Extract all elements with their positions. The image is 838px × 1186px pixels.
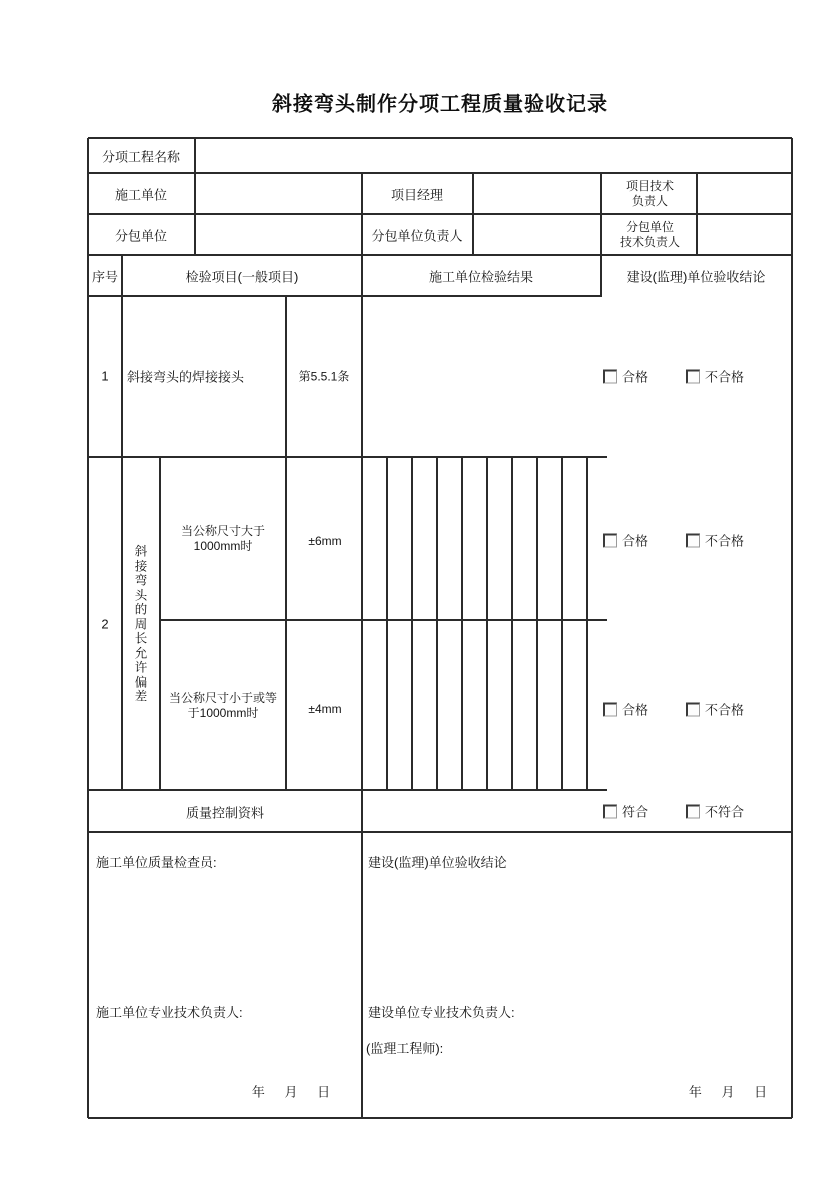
project-tech-value-cell[interactable]	[698, 174, 790, 212]
quality-conclusion-pair	[603, 802, 744, 821]
standard-column-line	[285, 296, 287, 790]
project-manager-label: 项目经理	[390, 187, 444, 203]
grid-line	[436, 457, 438, 790]
page-title: 斜接弯头制作分项工程质量验收记录	[272, 93, 608, 116]
item1-pass-label: 合格	[622, 369, 649, 385]
category-column-line	[159, 457, 161, 790]
item2-sub2-condition-line1: 当公称尺寸小于或等	[168, 691, 278, 705]
subcontract-leader-value-cell[interactable]	[474, 215, 599, 253]
header-item: 检验项目(一般项目)	[185, 269, 299, 285]
construction-unit-label: 施工单位	[114, 187, 168, 203]
item2-sub1-conclusion-pair	[603, 531, 744, 550]
grid-line	[386, 457, 388, 790]
item1-name: 斜接弯头的焊接接头	[127, 369, 245, 385]
subcontract-unit-label: 分包单位	[114, 228, 168, 244]
right-date: 年 月 日	[688, 1084, 768, 1100]
quality-nonconform-checkbox[interactable]	[686, 804, 700, 818]
grid-line	[561, 457, 563, 790]
quality-nonconform-label: 不符合	[705, 804, 745, 820]
right-signature-cell[interactable]	[363, 833, 790, 1116]
item1-conclusion-pair	[603, 367, 744, 386]
subcontract-tech-value-cell[interactable]	[698, 215, 790, 253]
quality-conform-checkbox[interactable]	[603, 804, 617, 818]
sub2-pass-label: 合格	[622, 702, 649, 718]
item2-sub1-condition	[181, 524, 265, 554]
grid-line	[461, 457, 463, 790]
subcontract-tech-label-line1: 分包单位	[625, 220, 675, 234]
construction-unit-value-cell[interactable]	[196, 174, 360, 212]
left-tech-label: 施工单位专业技术负责人:	[96, 1005, 243, 1020]
quality-result-cell[interactable]	[363, 791, 600, 831]
item2-sub1-condition-line2: 1000mm时	[193, 539, 253, 553]
subcontract-tech-label-line2: 技术负责人	[619, 235, 681, 249]
item2-sub2-conclusion-pair	[603, 700, 744, 719]
sub2-fail-checkbox[interactable]	[686, 702, 700, 716]
item2-sub2-condition	[169, 691, 277, 721]
subcontract-unit-value-cell[interactable]	[196, 215, 360, 253]
row-line-2	[88, 213, 792, 215]
grid-line	[586, 457, 588, 790]
row-line-1	[88, 172, 792, 174]
sub1-fail-label: 不合格	[705, 533, 745, 549]
no-column-line	[121, 255, 123, 790]
project-manager-value-cell[interactable]	[474, 174, 599, 212]
left-inspector-label: 施工单位质量检查员:	[96, 855, 217, 870]
item1-fail-checkbox[interactable]	[686, 369, 700, 383]
table-right-border	[791, 138, 793, 1118]
item2-sub1-condition-line1: 当公称尺寸大于	[180, 524, 266, 538]
project-tech-label-line2: 负责人	[631, 194, 669, 208]
item2-sub1-tolerance: ±6mm	[308, 534, 342, 548]
header-no: 序号	[91, 269, 119, 285]
table-bottom-border	[88, 1117, 792, 1119]
grid-line	[536, 457, 538, 790]
right-tech-label: 建设单位专业技术负责人:	[368, 1005, 515, 1020]
quality-conform-label: 符合	[622, 804, 649, 820]
item2-no: 2	[101, 616, 109, 632]
item1-pass-checkbox[interactable]	[603, 369, 617, 383]
subproject-name-value-cell[interactable]	[196, 139, 790, 171]
grid-line	[486, 457, 488, 790]
left-signature-cell[interactable]	[89, 833, 360, 1116]
subcontract-tech-label	[620, 220, 680, 250]
subcontract-leader-label: 分包单位负责人	[371, 228, 463, 244]
project-tech-label	[626, 179, 674, 209]
grid-line	[511, 457, 513, 790]
right-supervisor-label: (监理工程师):	[366, 1041, 444, 1056]
item2-category-vertical-label: 斜接弯头的周长允许偏差	[134, 544, 148, 704]
left-date: 年 月 日	[251, 1084, 331, 1100]
sub1-pass-label: 合格	[622, 533, 649, 549]
sub2-fail-label: 不合格	[705, 702, 745, 718]
item1-result-cell[interactable]	[363, 297, 600, 455]
sub1-fail-checkbox[interactable]	[686, 533, 700, 547]
quality-control-label: 质量控制资料	[185, 805, 265, 821]
grid-line	[411, 457, 413, 790]
item2-sub2-condition-line2: 于1000mm时	[187, 706, 259, 720]
item1-fail-label: 不合格	[705, 369, 745, 385]
project-tech-label-line1: 项目技术	[625, 179, 675, 193]
right-conclusion-label: 建设(监理)单位验收结论	[368, 855, 507, 870]
item1-standard: 第5.5.1条	[298, 369, 350, 384]
header-conclusion: 建设(监理)单位验收结论	[626, 269, 766, 285]
conclusion-column-line	[600, 173, 602, 296]
sub1-pass-checkbox[interactable]	[603, 533, 617, 547]
row-line-3	[88, 254, 792, 256]
header-result: 施工单位检验结果	[428, 269, 534, 285]
measurement-grid[interactable]	[362, 457, 587, 790]
subproject-name-label: 分项工程名称	[101, 149, 181, 165]
sub2-pass-checkbox[interactable]	[603, 702, 617, 716]
item2-sub2-tolerance: ±4mm	[308, 702, 342, 716]
item1-no: 1	[101, 368, 109, 384]
